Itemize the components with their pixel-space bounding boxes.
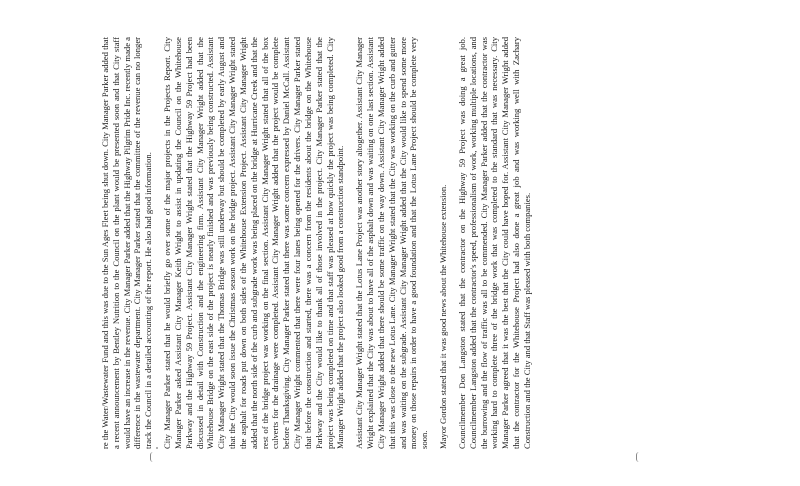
paragraph-mayor-comment: Mayor Gordon stated that it was good news about the Whitehouse extension.: [438, 184, 449, 449]
paragraph-revenue: re the Water/Wastewater Fund and this was due to the Sun Ages Fleet being shut down. City Manager Parker added that a recent announcement by Bentley Nutrition to the Council on the plant would be presented soon and that City staff would have an increase in the revenue. City Manager Parker added that the Highway Pilgrim Pride Inc. recently made a difference in the wastewater department. City Manager Parker stated that the committee of the revenue can no longer track the Council in a detailed accounting of the report. He also had good information.: [100, 37, 154, 449]
scan-artifact-mark: [150, 452, 157, 462]
scan-artifact-mark: [636, 452, 643, 462]
paragraph-councilmember-comment: Councilmember Don Langston stated that the contractor on the Highway 59 Project was doing a great job. Councilmember Langston added that the contractor's speed, professionalism of work, working multiple locations, and the burrowing and the flow of traffic was all to be commended. City Manager Parker added that the contractor was working hard to complete three of the bridge work that was completed to the standard that was necessary. City Manager Parker agreed that it was the best that the City could have hoped for. Assistant City Manager Wright added that the contractor for the Whitehouse Project had also done a great job and was working well with Zachary Construction and the City and that Staff was pleased with both companies.: [456, 37, 532, 449]
paragraph-projects-report: City Manager Parker stated that he would briefly go over some of the major projects in the Projects Report. City Manager Parker asked Assistant City Manager Keith Wright to assist in updating the Council on the Whitehouse Parkway and the Highway 59 Project. Assistant City Manager Wright stated that the Highway 59 Project had been discussed in detail with Construction and the engineering firm. Assistant City Manager Wright added that the Whitehouse Bridge on the east side of the project is nearly finished and was previously being constructed. Assistant City Manager Wright stated that the Thomas Bridge was still underway but should be completed by early August and that the City would soon issue the Christmas season work on the bridge project. Assistant City Manager Wright stated the asphalt for roads put down on both sides of the Whitehouse Extension Project. Assistant City Manager Wright added that the north side of the curb and subgrade work was being placed on the bridge at Hurricane Creek and that the rest of the bridge project was working on the final section. Assistant City Manager Wright stated that all of the box culverts for the drainage were completed. Assistant City Manager Wright added that the project would be complete before Thanksgiving. City Manager Parker stated that there was some concern expressed by Daniel McCall. Assistant City Manager Wright commented that there were four lanes being opened for the drivers. City Manager Parker stated that before the construction and started, there was a concern from the residents about the bridge on the Whitehouse Parkway and the City would like to thank all of those involved in the project. City Manager Parker stated that the project was being completed on time and that staff was pleased at how quickly the project was being completed. City Manager Wright added that the project also looked good from a construction standpoint.: [162, 37, 346, 449]
paragraph-lotus-lane: Assistant City Manager Wright stated that the Lotus Lane Project was another story altogether. Assistant City Manager Wright explained that the City was about to have all of the asphalt down and was waiting on one last section. Assistant City Manager Wright added that there should be some traffic on the way down. Assistant City Manager Wright added that this was close to the new Lotus Lane. City Manager Wright stated that the City was working on the curb and gutter and was waiting on the subgrade. Assistant City Manager Wright added that the City would like to spend some more money on those repairs in order to have a good foundation and that the Lotus Lane Project should be complete very soon.: [354, 37, 430, 449]
scan-artifact-dot: [156, 447, 158, 449]
rotated-text-body: [100, 33, 700, 453]
